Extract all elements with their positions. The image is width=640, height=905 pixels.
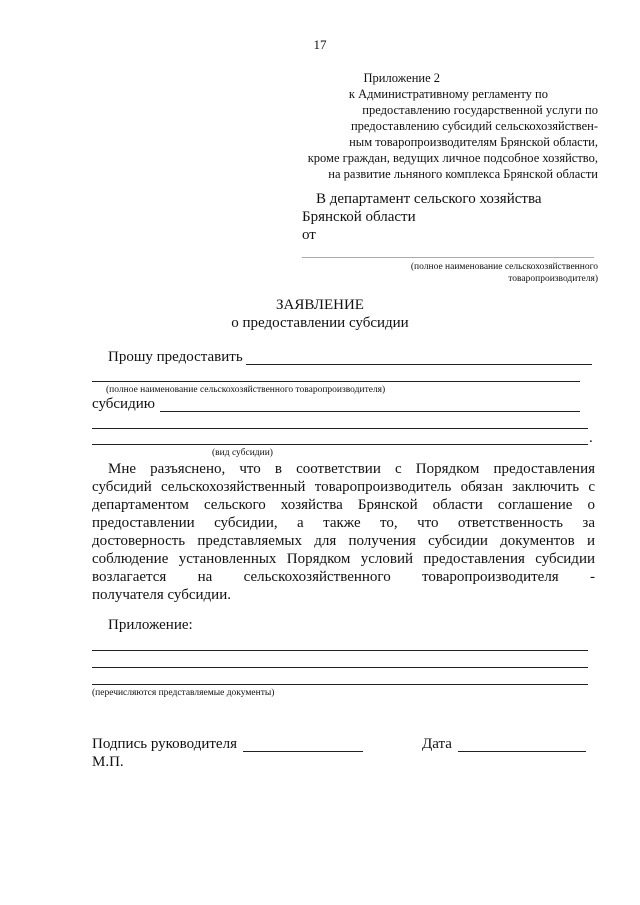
statement-line: достоверность представляемых для получения субсидии документов и (92, 533, 595, 549)
annex-line: кроме граждан, ведущих личное подсобное хозяйство, (307, 151, 598, 165)
request-label: Прошу предоставить (108, 349, 243, 365)
attachment-label: Приложение: (108, 617, 193, 633)
statement-line: департаментом сельского хозяйства Брянской области соглашение о (92, 497, 595, 513)
statement-line: возлагается на сельскохозяйственного товаропроизводителя - (92, 569, 595, 585)
document-subtitle: о предоставлении субсидии (231, 315, 409, 331)
annex-line: предоставлению субсидий сельскохозяйствен- (350, 119, 598, 133)
signature-line (243, 751, 363, 752)
subsidy-type-hint: (вид субсидии) (212, 448, 273, 458)
subsidy-period: . (589, 430, 593, 446)
attachment-hint: (перечисляются представляемые документы) (92, 688, 275, 698)
subsidy-fill-line-3 (92, 444, 588, 445)
addressee-hint-1: (полное наименование сельскохозяйственного (410, 262, 598, 272)
date-label: Дата (422, 736, 452, 752)
attachment-line-2 (92, 667, 588, 668)
statement-line: Мне разъяснено, что в соответствии с Порядком предоставления (108, 461, 595, 477)
signature-label: Подпись руководителя (92, 736, 237, 752)
addressee-line-1: В департамент сельского хозяйства (316, 191, 542, 207)
addressee-line-3: от (302, 227, 316, 243)
document-title: ЗАЯВЛЕНИЕ (276, 297, 364, 313)
statement-line: получателя субсидии. (92, 587, 231, 603)
applicant-name-hint: (полное наименование сельскохозяйственного товаропроизводителя) (106, 385, 386, 395)
attachment-line-3 (92, 684, 588, 685)
addressee-line-2: Брянской области (302, 209, 416, 225)
subsidy-label: субсидию (92, 396, 155, 412)
statement-line: предоставлении субсидии, а также то, что ответственность за (92, 515, 595, 531)
statement-line: соблюдение установленных Порядком условий предоставления субсидии (92, 551, 595, 567)
page-number: 17 (313, 37, 327, 52)
request-fill-line (246, 364, 592, 365)
annex-line: на развитие льняного комплекса Брянской области (328, 167, 598, 181)
statement-line: субсидий сельскохозяйственный товаропроизводитель обязан заключить с (92, 479, 595, 495)
date-line (458, 751, 586, 752)
annex-line: к Административному регламенту по (348, 87, 548, 101)
addressee-fill-line (302, 257, 594, 258)
stamp-label: М.П. (92, 754, 124, 770)
subsidy-fill-line-2 (92, 428, 588, 429)
annex-line: Приложение 2 (363, 71, 440, 85)
annex-line: предоставлению государственной услуги по (362, 103, 598, 117)
attachment-line-1 (92, 650, 588, 651)
annex-block (308, 70, 598, 182)
subsidy-fill-line-1 (160, 411, 580, 412)
addressee-hint-2: товаропроизводителя) (508, 274, 598, 284)
applicant-name-line (92, 381, 580, 382)
annex-line: ным товаропроизводителям Брянской области, (349, 135, 598, 149)
